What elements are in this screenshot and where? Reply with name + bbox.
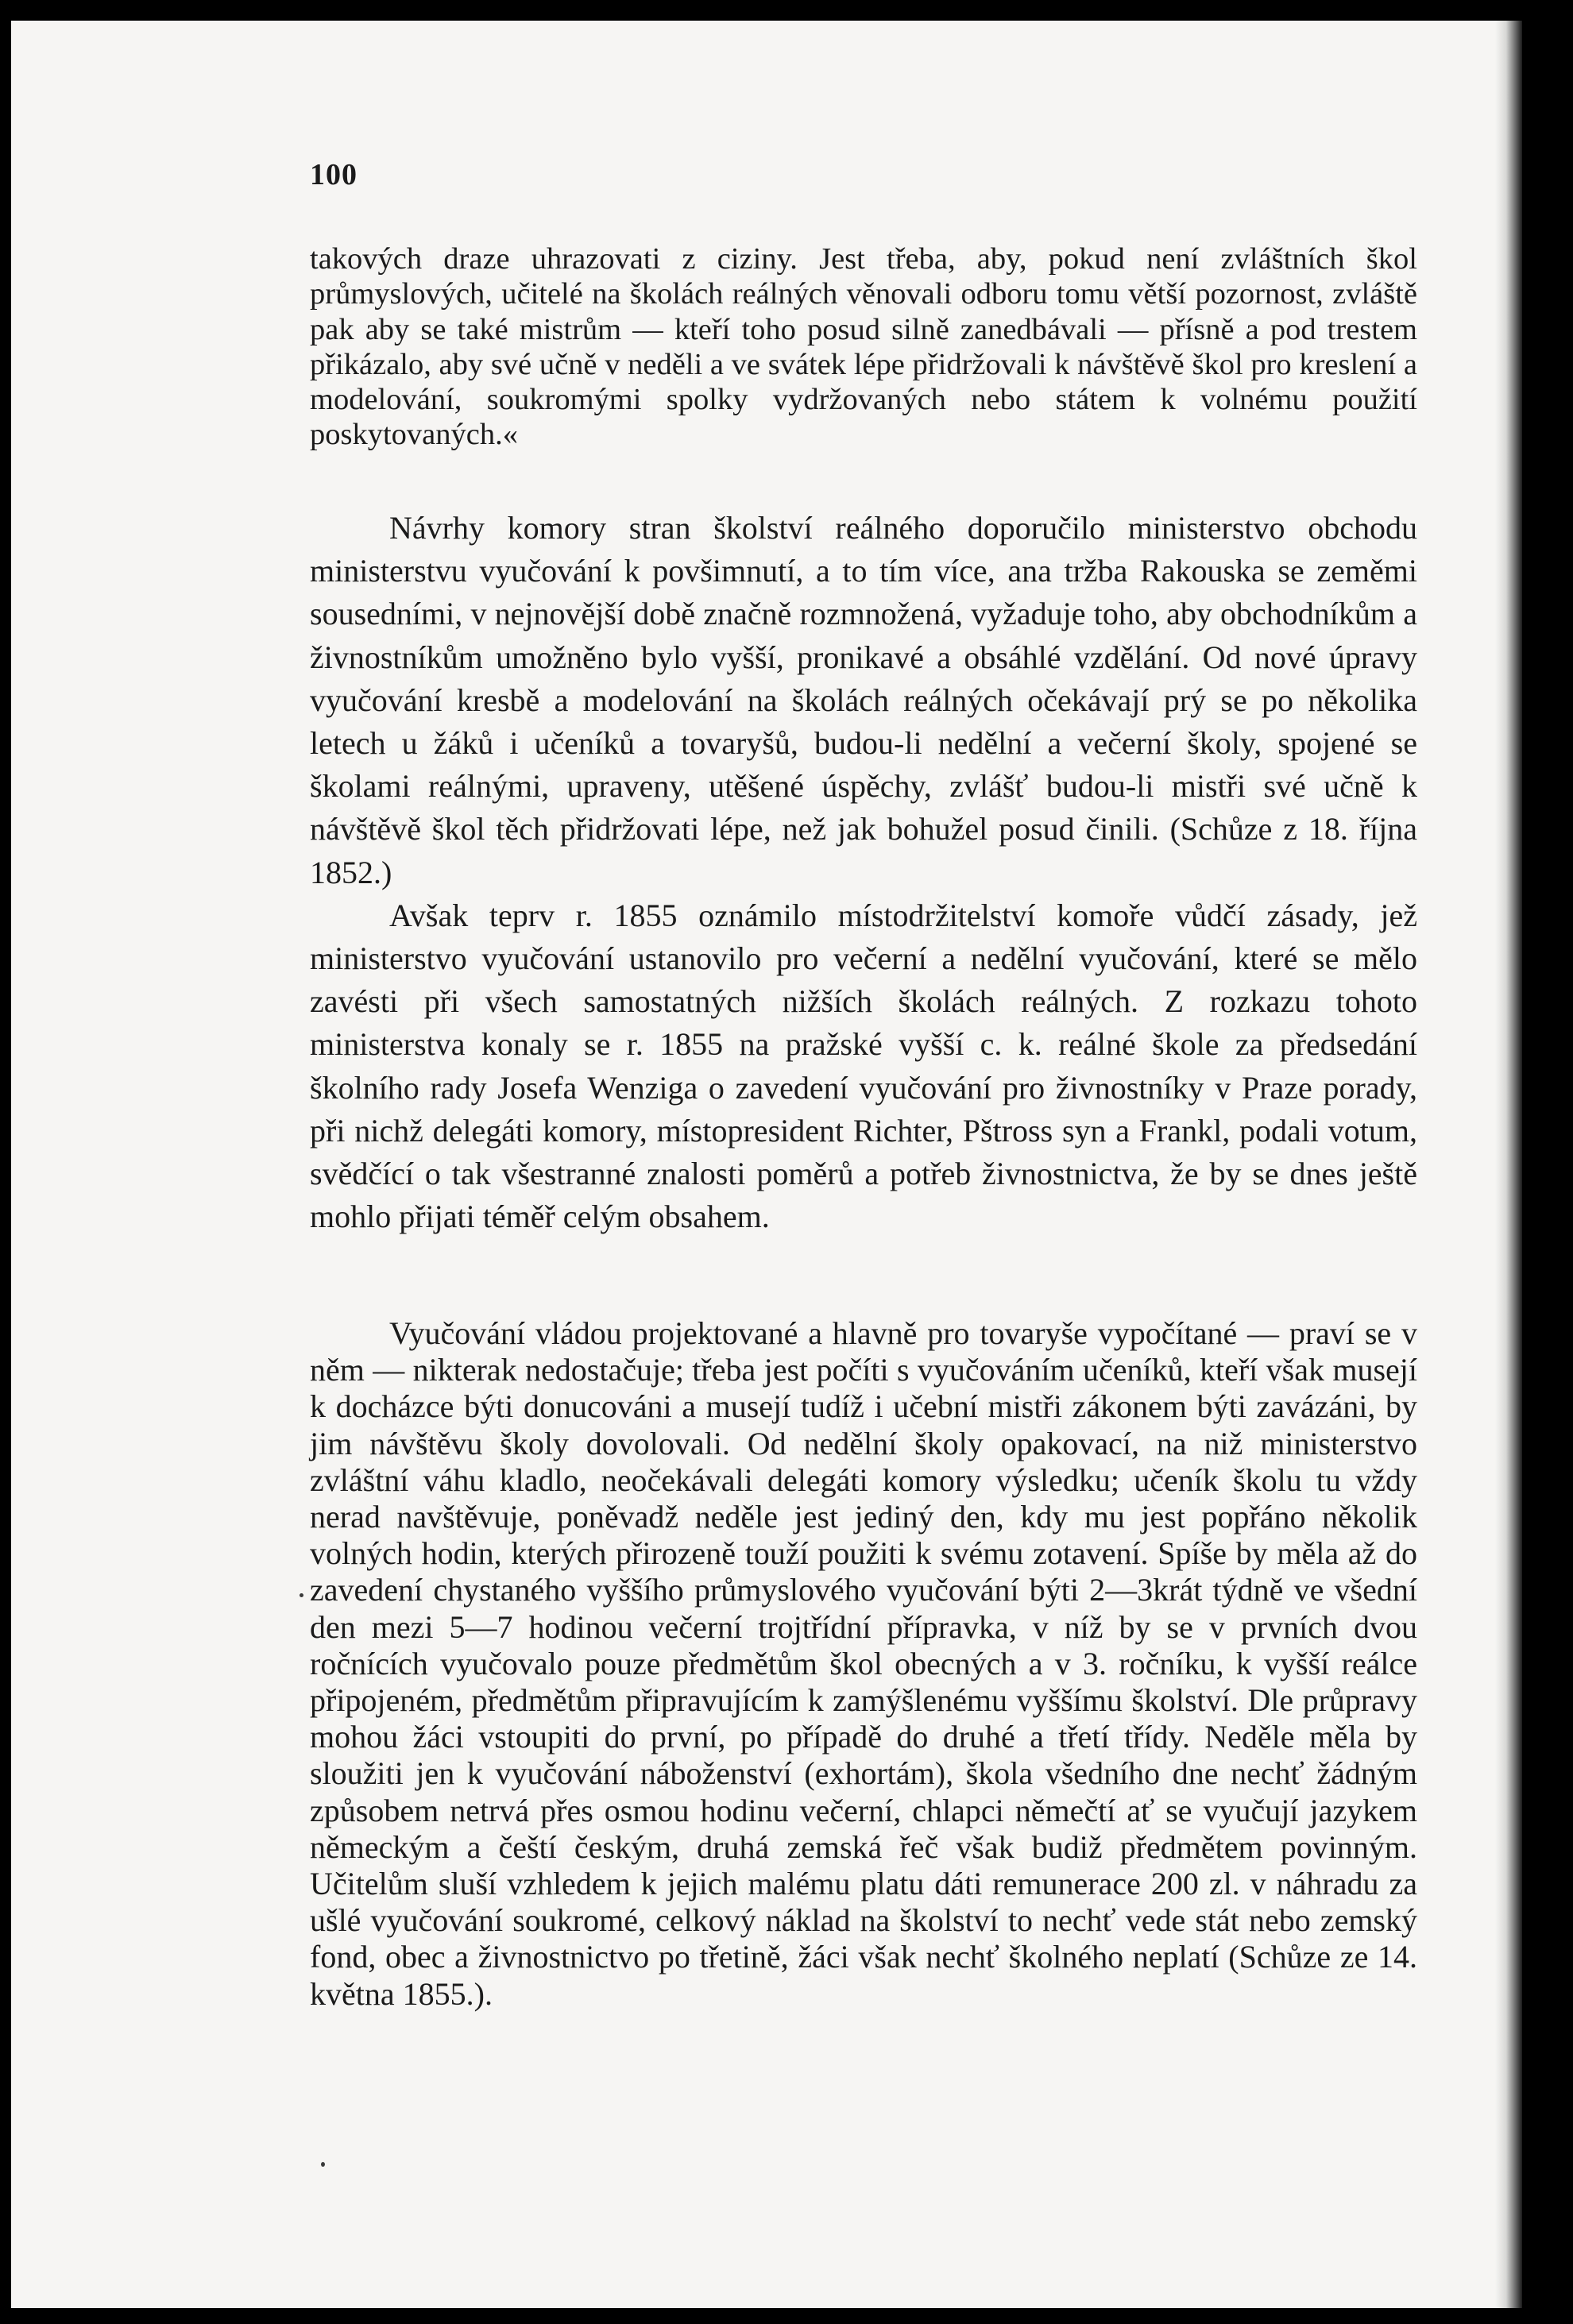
paragraph-3: Avšak teprv r. 1855 oznámilo místodržitelství komoře vůdčí zásady, jež ministerstvo vyučování ustanovilo pro večerní a nedělní vyučování, které se mělo zavésti při všech samostatných nižších školách reálných. Z rozkazu tohoto ministerstva konaly se r. 1855 na pražské vyšší c. k. reálné škole za předsedání školního rady Josefa Wenziga o zavedení vyučování pro živnostníky v Praze porady, při nichž delegáti komory, místopresident Richter, Pštross syn a Frankl, podali votum, svědčící o tak všestranné znalosti poměrů a potřeb živnostnictva, že by se dnes ještě mohlo přijati téměř celým obsahem. bbox=[310, 897, 1417, 1235]
text-block-main bbox=[310, 507, 1417, 1238]
paragraph-2: Návrhy komory stran školství reálného doporučilo ministerstvo obchodu ministerstvu vyučování k povšimnutí, a to tím více, ana tržba Rakouska se zeměmi sousedními, v nejnovější době značně rozmnožená, vyžaduje toho, aby obchodníkům a živnostníkům umožněno bylo vyšší, pronikavé a obsáhlé vzdělání. Od nové úpravy vyučování kresbě a modelování na školách reálných očekávají prý se po několika letech u žáků i učeníků a tovaryšů, budou-li nedělní a večerní školy, spojené se školami reálnými, upraveny, utěšené úspěchy, zvlášť budou-li mistři své učně k návštěvě škol těch přidržovati lépe, než jak bohužel posud činili. (Schůze z 18. října 1852.) bbox=[310, 510, 1417, 890]
paragraph-1: takových draze uhrazovati z ciziny. Jest třeba, aby, pokud není zvláštních škol průmyslových, učitelé na školách reálných věnovali odboru tomu větší pozornost, zvláště pak aby se také mistrům — kteří toho posud silně zanedbávali — přísně a pod trestem přikázalo, aby své učně v neděli a ve svátek lépe přidržovali k návštěvě škol pro kreslení a modelování, soukromými spolky vydržovaných nebo státem k volnému použití poskytovaných.« bbox=[310, 242, 1417, 452]
scan-speck bbox=[321, 2162, 325, 2167]
text-block-votum bbox=[310, 1315, 1417, 2013]
text-block-quote-end bbox=[310, 241, 1417, 453]
scanned-page bbox=[11, 21, 1522, 2308]
paragraph-4: Vyučování vládou projektované a hlavně pro tovaryše vypočítané — praví se v něm — nikterak nedostačuje; třeba jest počíti s vyučováním učeníků, kteří však musejí k docházce býti donucováni a musejí tudíž i učební mistři zákonem býti zavázáni, by jim návštěvu školy dovolovali. Od nedělní školy opakovací, na niž ministerstvo zvláštní váhu kladlo, neočekávali delegáti komory výsledku; učeník školu tu vždy nerad navštěvuje, poněvadž neděle jest jediný den, kdy mu jest popřáno několik volných hodin, kterých přirozeně touží použiti k svému zotavení. Spíše by měla až do zavedení chystaného vyššího průmyslového vyučování býti 2—3krát týdně ve všední den mezi 5—7 hodinou večerní trojtřídní přípravka, v níž by se v prvních dvou ročnících vyučovalo pouze předmětům škol obecných a v 3. ročníku, k vyšší reálce připojeném, předmětům připravujícím k zamýšlenému vyššímu školství. Dle průpravy mohou žáci vstoupiti do první, po případě do druhé a třetí třídy. Neděle měla by sloužiti jen k vyučování náboženství (exhortám), škola všedního dne nechť žádným způsobem netrvá přes osmou hodinu večerní, chlapci němečtí ať se vyučují jazykem německým a čeští českým, druhá zemská řeč však budiž předmětem povinným. Učitelům sluší vzhledem k jejich malému platu dáti remunerace 200 zl. v náhradu za ušlé vyučování soukromé, celkový náklad na školství to nechť vede stát nebo zemský fond, obec a živnostnictvo po třetině, žáci však nechť školného neplatí (Schůze ze 14. května 1855.). bbox=[310, 1315, 1417, 2012]
scan-speck bbox=[300, 1593, 303, 1597]
page-binding-shadow bbox=[1495, 21, 1522, 2308]
page-number: 100 bbox=[310, 158, 358, 191]
